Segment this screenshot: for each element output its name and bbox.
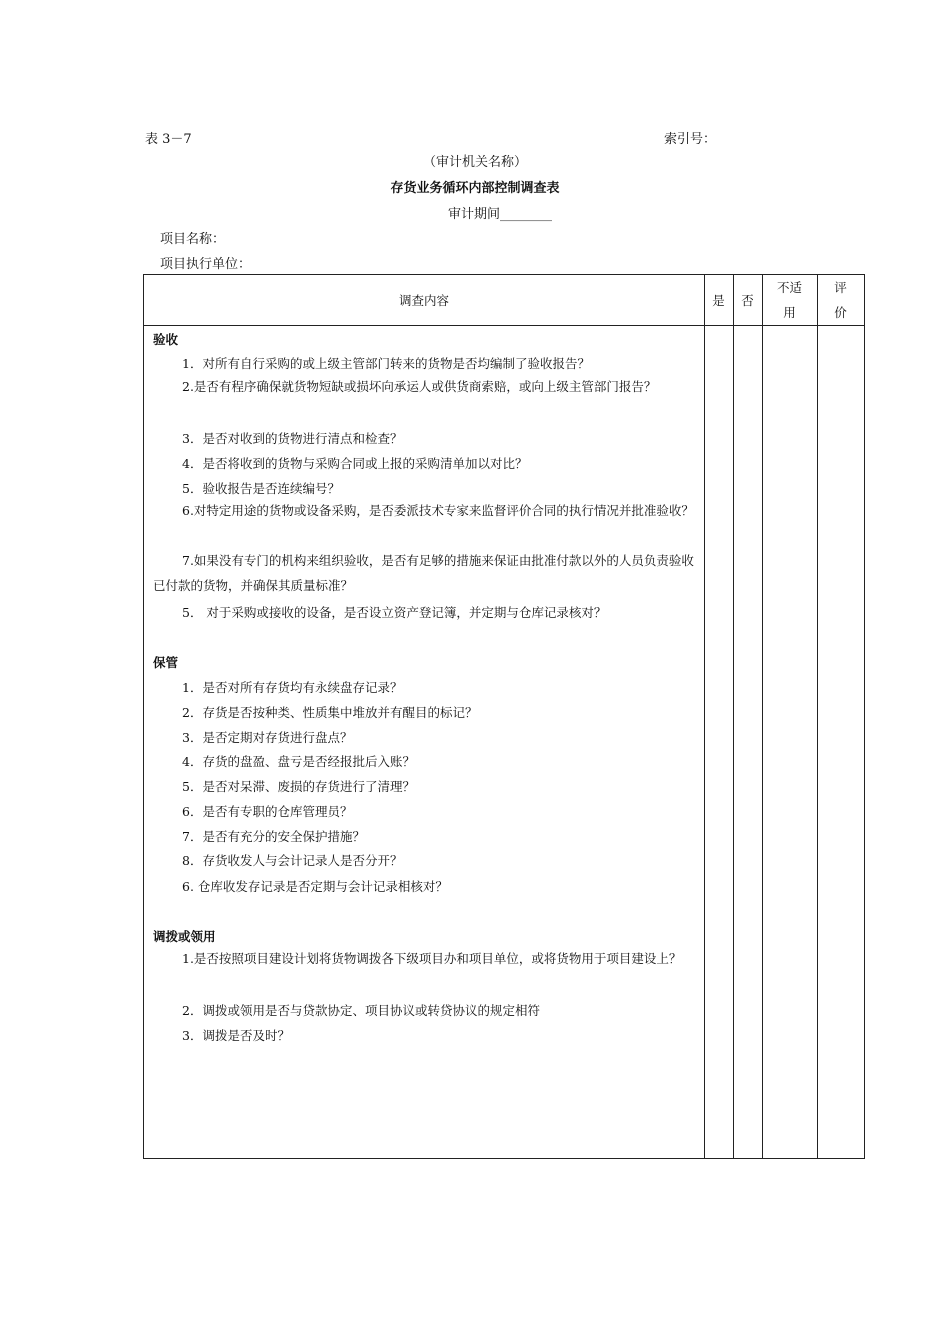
header-na-line1: 不适 [776, 280, 802, 295]
header-evaluation [817, 275, 864, 325]
column-divider [762, 275, 763, 1158]
list-item: 6. 仓库收发存记录是否定期与会计记录相核对？ [182, 879, 448, 894]
list-item-text: 6.对特定用途的货物或设备采购，是否委派技术专家来监督评价合同的执行情况并批准验收？ [182, 503, 694, 518]
header-content: 调查内容 [398, 292, 449, 308]
project-unit-label: 项目执行单位： [160, 257, 252, 272]
header-not-applicable [762, 275, 817, 325]
list-item: 3．是否定期对存货进行盘点？ [182, 730, 353, 745]
list-item: 2．存货是否按种类、性质集中堆放并有醒目的标记？ [182, 705, 478, 720]
column-divider [817, 275, 818, 1158]
header-eval-line1: 评 [834, 280, 847, 295]
header-divider [144, 325, 864, 326]
list-item-text: 2.是否有程序确保就货物短缺或损坏向承运人或供货商索赔，或向上级主管部门报告？ [182, 379, 657, 394]
header-yes: 是 [712, 292, 725, 308]
section-title-allocation: 调拨或领用 [153, 929, 216, 944]
audit-agency-name: （审计机关名称） [422, 155, 527, 170]
list-item: 5．验收报告是否连续编号？ [182, 481, 340, 496]
header-no: 否 [741, 292, 754, 308]
project-name-label: 项目名称： [160, 232, 226, 247]
section-title-storage: 保管 [153, 655, 179, 670]
list-item: 3．是否对收到的货物进行清点和检查？ [182, 431, 403, 446]
audit-period: 审计期间________ [448, 207, 553, 222]
list-item: 2．调拨或领用是否与贷款协定、项目协议或转贷协议的规定相符 [182, 1003, 540, 1018]
list-item-text: 7.如果没有专门的机构来组织验收，是否有足够的措施来保证由批准付款以外的人员负责验收已付款的货物，并确保其质量标准？ [153, 553, 694, 593]
list-item: 7．是否有充分的安全保护措施？ [182, 829, 365, 844]
header-na-line2: 用 [783, 305, 796, 320]
list-item [153, 499, 698, 524]
index-number-label: 索引号： [664, 132, 717, 147]
list-item: 1．对所有自行采购的或上级主管部门转来的货物是否均编制了验收报告？ [182, 356, 590, 371]
list-item [153, 375, 698, 400]
header-eval-line2: 价 [834, 305, 847, 320]
column-divider [733, 275, 734, 1158]
list-item: 4．存货的盘盈、盘亏是否经报批后入账？ [182, 754, 415, 769]
list-item [153, 549, 698, 598]
section-title-receiving: 验收 [153, 332, 179, 347]
table-number: 表 3－7 [145, 132, 192, 147]
column-divider [704, 275, 705, 1158]
list-item: 6．是否有专职的仓库管理员？ [182, 804, 353, 819]
list-item: 8．存货收发人与会计记录人是否分开？ [182, 853, 403, 868]
list-item: 3．调拨是否及时？ [182, 1028, 290, 1043]
page-title: 存货业务循环内部控制调查表 [390, 181, 560, 196]
list-item: 1．是否对所有存货均有永续盘存记录？ [182, 680, 403, 695]
list-item: 5．是否对呆滞、废损的存货进行了清理？ [182, 779, 415, 794]
list-item: 5． 对于采购或接收的设备，是否设立资产登记簿，并定期与仓库记录核对？ [182, 605, 607, 620]
list-item [153, 947, 698, 972]
list-item: 4．是否将收到的货物与采购合同或上报的采购清单加以对比？ [182, 456, 528, 471]
list-item-text: 1.是否按照项目建设计划将货物调拨各下级项目办和项目单位，或将货物用于项目建设上？ [182, 951, 682, 966]
